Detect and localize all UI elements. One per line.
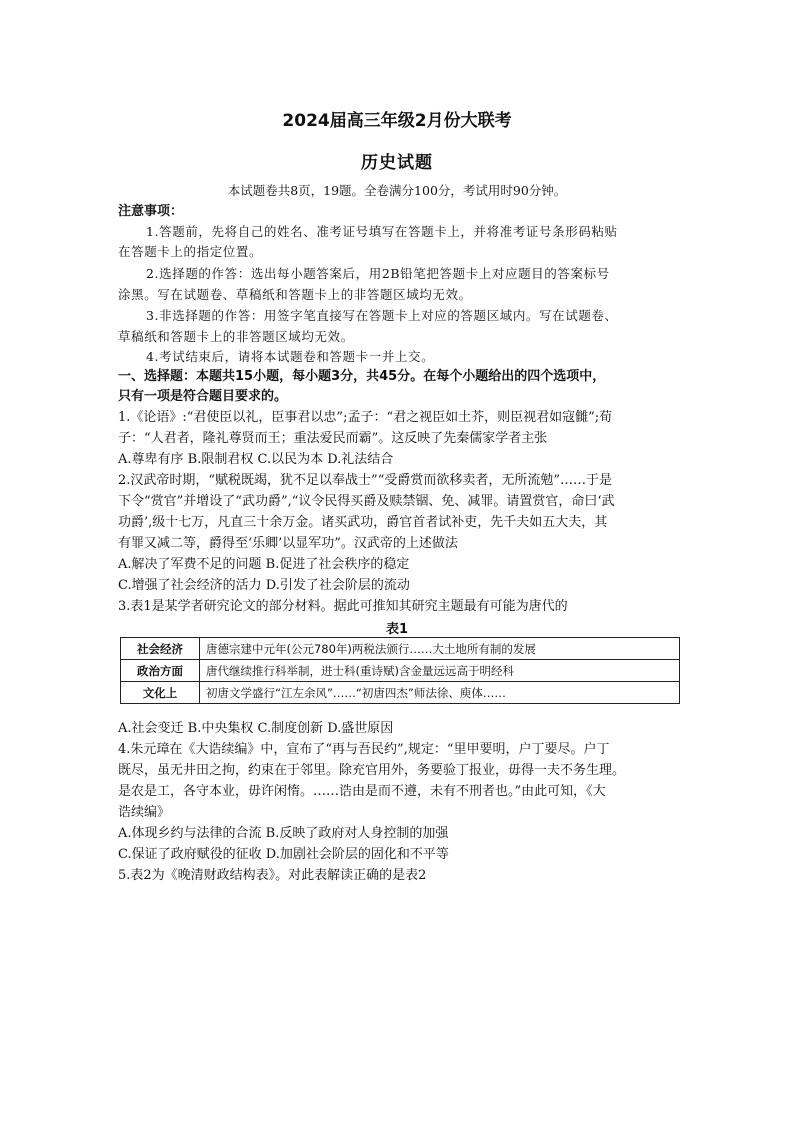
section-heading: 只有一项是符合题目要求的。	[118, 389, 288, 404]
notice-line: 2.选择题的作答：选出每小题答案后，用2B铅笔把答题卡上对应题目的答案标号	[146, 266, 610, 281]
question-5-stem: 5.表2为《晚清财政结构表》。对此表解读正确的是表2	[118, 868, 427, 883]
notice-line: 4.考试结束后，请将本试题卷和答题卡一并上交。	[146, 349, 435, 364]
notice-line: 涂黑。写在试题卷、草稿纸和答题卡上的非答题区域均无效。	[118, 287, 472, 302]
table-cell-value: 初唐文学盛行“江左余风”……“初唐四杰”师法徐、庾体……	[200, 682, 680, 704]
exam-title: 2024届高三年级2月份大联考	[282, 111, 512, 131]
table-row	[121, 682, 680, 704]
notice-heading: 注意事项：	[118, 204, 184, 219]
question-2-options: A.解决了军费不足的问题 B.促进了社会秩序的稳定	[118, 557, 410, 572]
question-2-stem: 功爵’,级十七万，凡直三十余万金。诸买武功，爵官首者试补吏，先千夫如五大夫，其	[118, 515, 608, 530]
question-4-stem: 诰续编》	[118, 805, 171, 820]
section-heading: 一、选择题：本题共15小题，每小题3分，共45分。在每个小题给出的四个选项中，	[118, 369, 606, 384]
notice-line: 1.答题前，先将自己的姓名、准考证号填写在答题卡上，并将准考证号条形码粘贴	[146, 224, 618, 239]
question-2-options: C.增强了社会经济的活力 D.引发了社会阶层的流动	[118, 578, 410, 593]
table-cell-key: 政治方面	[121, 660, 200, 682]
question-4-options: A.体现乡约与法律的合流 B.反映了政府对人身控制的加强	[118, 826, 449, 841]
question-1-stem: 1.《论语》:“君使臣以礼，臣事君以忠”;孟子：“君之视臣如土芥，则臣视君如寇雠”;荀	[118, 410, 613, 425]
table-row	[121, 638, 680, 660]
question-2-stem: 2.汉武帝时期，“赋税既竭，犹不足以奉战士”“受爵赏而欲移卖者，无所流勉”……于是	[118, 473, 612, 488]
table-cell-value: 唐德宗建中元年(公元780年)两税法颁行……大土地所有制的发展	[200, 638, 680, 660]
question-2-stem: 下令“赏官”并增设了“武功爵”,“议令民得买爵及赎禁锢、免、减罪。请置赏官，命曰‘武	[118, 494, 615, 509]
question-1-options: A.尊卑有序 B.限制君权 C.以民为本 D.礼法结合	[118, 452, 394, 467]
question-4-stem: 4.朱元璋在《大诰续编》中，宣布了“再与吾民约”,规定：“里甲要明，户丁要尽。户丁	[118, 742, 610, 757]
exam-meta: 本试题卷共8页，19题。全卷满分100分，考试用时90分钟。	[227, 183, 567, 198]
subject-title: 历史试题	[361, 153, 433, 173]
notice-line: 在答题卡上的指定位置。	[118, 244, 263, 259]
notice-line: 3.非选择题的作答：用签字笔直接写在答题卡上对应的答题区域内。写在试题卷、	[146, 308, 618, 323]
question-4-stem: 既尽，虽无井田之拘，约束在于邻里。除充官用外，务要验丁报业，毋得一夫不务生理。	[118, 763, 626, 778]
table-row	[121, 660, 680, 682]
table-1-caption: 表1	[385, 622, 409, 637]
table-cell-key: 社会经济	[121, 638, 200, 660]
table-cell-key: 文化上	[121, 682, 200, 704]
table-cell-value: 唐代继续推行科举制，进士科(重诗赋)含金量远远高于明经科	[200, 660, 680, 682]
question-4-options: C.保证了政府赋役的征收 D.加剧社会阶层的固化和不平等	[118, 847, 449, 862]
question-1-stem: 子：“人君者，隆礼尊贤而王；重法爱民而霸”。这反映了先秦儒家学者主张	[118, 431, 548, 446]
notice-line: 草稿纸和答题卡上的非答题区域均无效。	[118, 329, 354, 344]
question-3-stem: 3.表1是某学者研究论文的部分材料。据此可推知其研究主题最有可能为唐代的	[118, 599, 568, 614]
question-2-stem: 有罪又减二等，爵得至‘乐卿’以显军功”。汉武帝的上述做法	[118, 536, 458, 551]
question-3-options: A.社会变迁 B.中央集权 C.制度创新 D.盛世原因	[118, 721, 394, 736]
table-1	[120, 637, 680, 704]
question-4-stem: 是农是工，各守本业，毋许闲惰。……诰由是而不遵，未有不刑者也。”由此可知，《大	[118, 784, 606, 799]
